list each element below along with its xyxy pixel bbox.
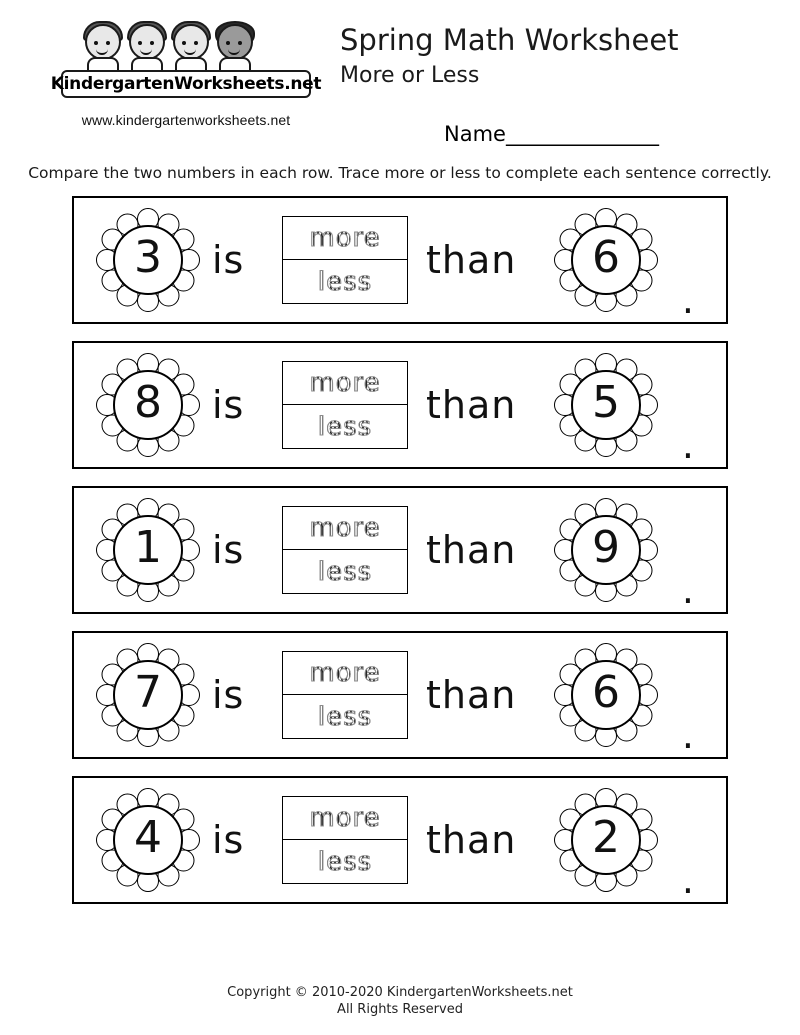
trace-option-less[interactable] bbox=[283, 405, 407, 448]
trace-option-less[interactable] bbox=[283, 260, 407, 303]
kid-figure-3 bbox=[169, 24, 213, 74]
kid-figure-4 bbox=[213, 24, 257, 74]
more-less-choice-box[interactable] bbox=[282, 216, 408, 304]
flower-center bbox=[571, 515, 641, 585]
flower-center bbox=[113, 370, 183, 440]
flower-left bbox=[92, 784, 204, 896]
trace-word-less: less bbox=[317, 556, 373, 587]
word-than: than bbox=[426, 383, 517, 427]
more-less-choice-box[interactable] bbox=[282, 506, 408, 594]
word-is: is bbox=[212, 818, 245, 862]
page-subtitle: More or Less bbox=[340, 63, 480, 89]
name-blank-line[interactable]: ________________ bbox=[505, 122, 658, 146]
word-is: is bbox=[212, 528, 245, 572]
trace-word-more: more bbox=[309, 658, 381, 688]
word-than: than bbox=[426, 818, 517, 862]
flower-center bbox=[113, 225, 183, 295]
copyright-text: Copyright © 2010-2020 KindergartenWorksheets.net bbox=[227, 984, 573, 1000]
name-label: Name bbox=[444, 122, 506, 146]
worksheet-header bbox=[0, 0, 800, 160]
trace-word-more: more bbox=[309, 513, 381, 543]
problem-row bbox=[72, 341, 728, 469]
number-right: 9 bbox=[592, 522, 620, 573]
trace-word-more: more bbox=[309, 223, 381, 253]
number-left: 4 bbox=[134, 812, 162, 863]
trace-word-more: more bbox=[309, 368, 381, 398]
flower-left bbox=[92, 494, 204, 606]
flower-left bbox=[92, 204, 204, 316]
title-block bbox=[340, 24, 760, 88]
trace-option-more[interactable] bbox=[283, 362, 407, 405]
flower-left bbox=[92, 349, 204, 461]
sentence-period: . bbox=[681, 568, 694, 612]
flower-right bbox=[550, 784, 662, 896]
flower-left bbox=[92, 639, 204, 751]
kid-figure-2 bbox=[125, 24, 169, 74]
flower-right bbox=[550, 204, 662, 316]
trace-word-less: less bbox=[317, 266, 373, 297]
trace-option-more[interactable] bbox=[283, 217, 407, 260]
flower-right bbox=[550, 639, 662, 751]
trace-option-less[interactable] bbox=[283, 840, 407, 883]
logo-banner bbox=[50, 70, 322, 98]
problem-rows bbox=[72, 196, 728, 921]
trace-option-more[interactable] bbox=[283, 797, 407, 840]
flower-center bbox=[571, 805, 641, 875]
number-left: 1 bbox=[134, 522, 162, 573]
flower-center bbox=[113, 805, 183, 875]
number-right: 6 bbox=[592, 667, 620, 718]
more-less-choice-box[interactable] bbox=[282, 361, 408, 449]
number-right: 6 bbox=[592, 232, 620, 283]
sentence-period: . bbox=[681, 713, 694, 757]
problem-row bbox=[72, 631, 728, 759]
word-than: than bbox=[426, 238, 517, 282]
trace-option-less[interactable] bbox=[283, 695, 407, 738]
sentence-period: . bbox=[681, 278, 694, 322]
problem-row bbox=[72, 196, 728, 324]
problem-row bbox=[72, 776, 728, 904]
problem-row bbox=[72, 486, 728, 614]
more-less-choice-box[interactable] bbox=[282, 796, 408, 884]
word-is: is bbox=[212, 383, 245, 427]
trace-word-less: less bbox=[317, 701, 373, 732]
number-right: 2 bbox=[592, 812, 620, 863]
page-title: Spring Math Worksheet bbox=[340, 23, 679, 57]
sentence-period: . bbox=[681, 858, 694, 902]
trace-word-more: more bbox=[309, 803, 381, 833]
site-logo[interactable] bbox=[46, 18, 326, 128]
word-is: is bbox=[212, 673, 245, 717]
flower-center bbox=[571, 225, 641, 295]
trace-option-more[interactable] bbox=[283, 652, 407, 695]
kid-figure-1 bbox=[81, 24, 125, 74]
number-right: 5 bbox=[592, 377, 620, 428]
word-than: than bbox=[426, 673, 517, 717]
more-less-choice-box[interactable] bbox=[282, 651, 408, 739]
flower-center bbox=[571, 370, 641, 440]
word-is: is bbox=[212, 238, 245, 282]
kids-illustration-icon bbox=[61, 18, 311, 76]
number-left: 7 bbox=[134, 667, 162, 718]
flower-center bbox=[113, 660, 183, 730]
flower-center bbox=[571, 660, 641, 730]
instructions-text: Compare the two numbers in each row. Trace more or less to complete each sentence correctly. bbox=[28, 164, 772, 182]
rights-text: All Rights Reserved bbox=[337, 1002, 463, 1018]
logo-text: KindergartenWorksheets.net bbox=[50, 74, 322, 94]
trace-word-less: less bbox=[317, 846, 373, 877]
site-url: www.kindergartenworksheets.net bbox=[81, 112, 291, 128]
flower-center bbox=[113, 515, 183, 585]
sentence-period: . bbox=[681, 423, 694, 467]
word-than: than bbox=[426, 528, 517, 572]
trace-word-less: less bbox=[317, 411, 373, 442]
name-field-row[interactable] bbox=[444, 122, 764, 146]
flower-right bbox=[550, 494, 662, 606]
number-left: 3 bbox=[134, 232, 162, 283]
number-left: 8 bbox=[134, 377, 162, 428]
footer bbox=[0, 984, 800, 1019]
trace-option-more[interactable] bbox=[283, 507, 407, 550]
trace-option-less[interactable] bbox=[283, 550, 407, 593]
flower-right bbox=[550, 349, 662, 461]
